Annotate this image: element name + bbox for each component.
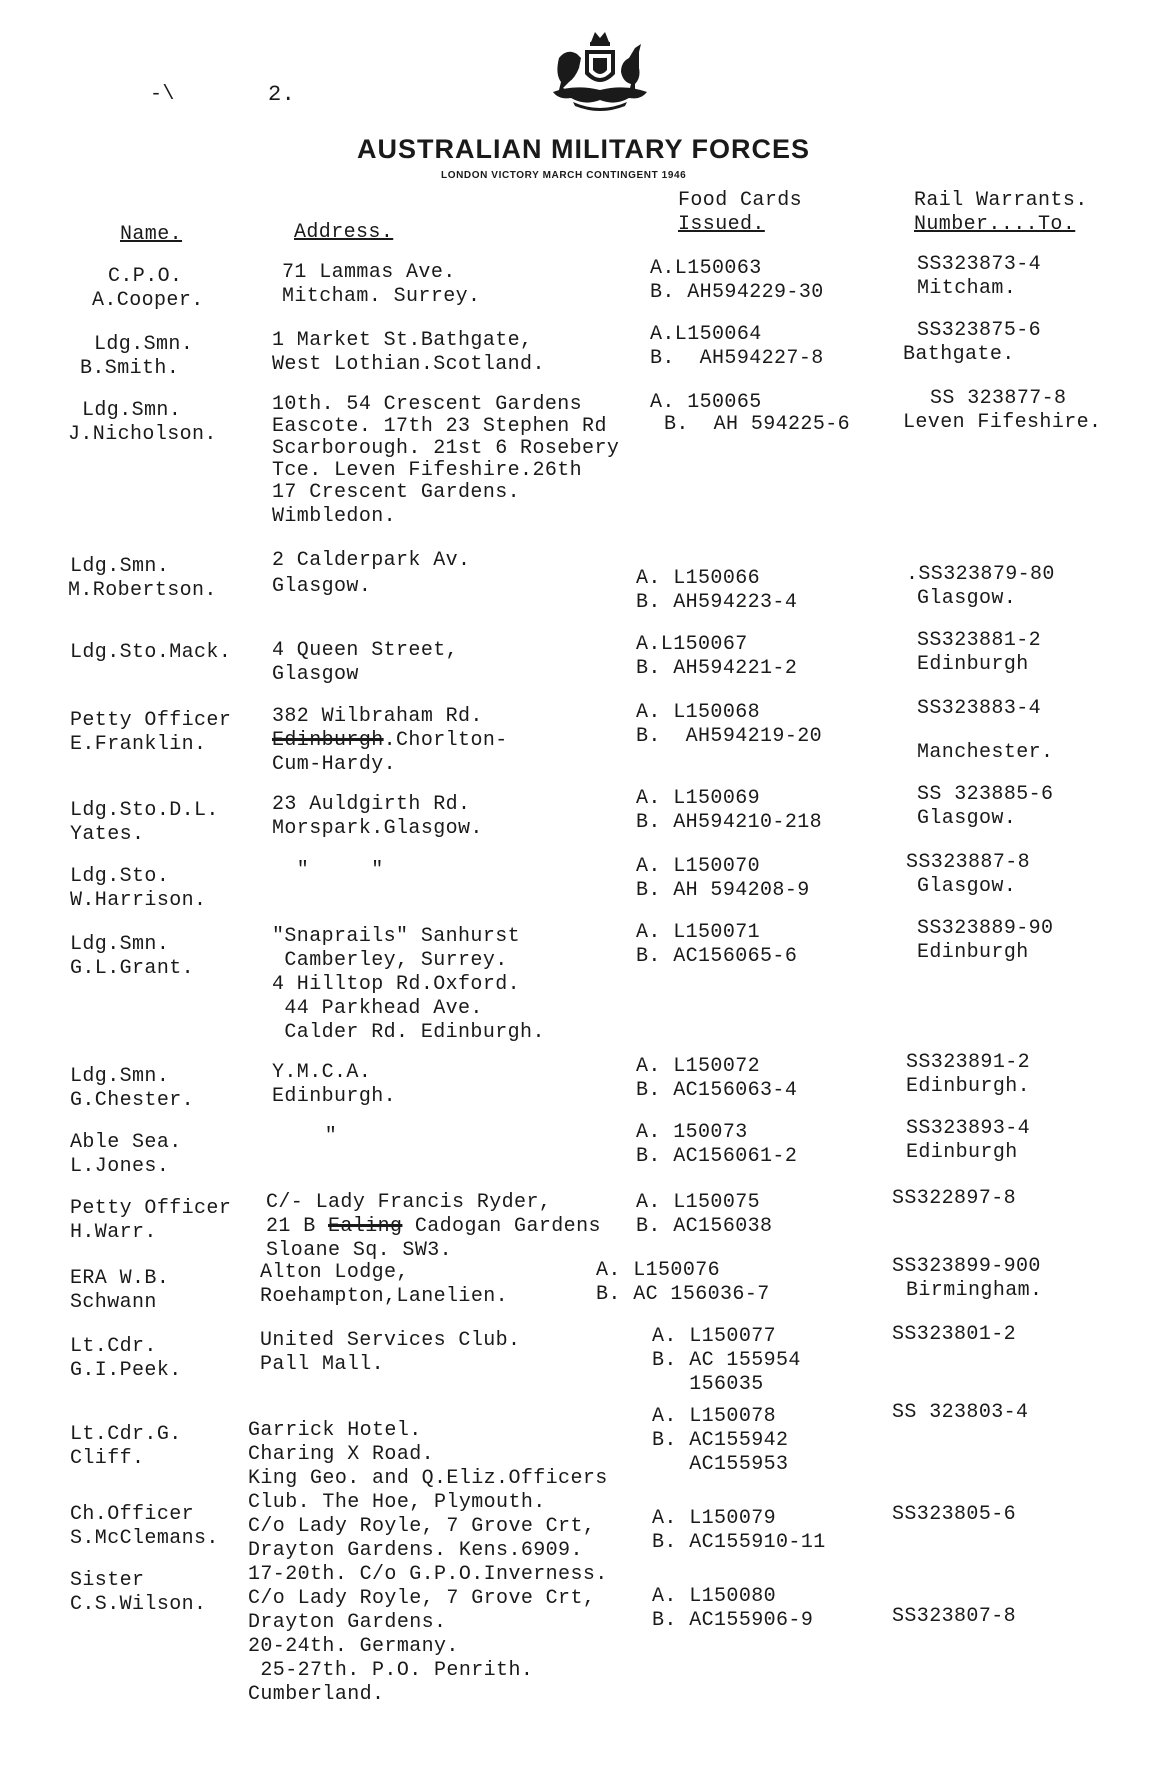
entry-address: 4 Hilltop Rd.Oxford. xyxy=(272,973,521,996)
entry-food-card: A. L150068 xyxy=(636,701,761,724)
document-subtitle: LONDON VICTORY MARCH CONTINGENT 1946 xyxy=(441,170,687,181)
entry-address: Club. The Hoe, Plymouth. xyxy=(248,1491,546,1514)
entry-rail-destination: Edinburgh xyxy=(917,653,1029,676)
entry-food-card: B. AC155910-11 xyxy=(652,1531,826,1554)
entry-address: 382 Wilbraham Rd. xyxy=(272,705,483,728)
entry-address: Pall Mall. xyxy=(260,1353,385,1376)
entry-address: Glasgow. xyxy=(272,575,372,598)
entry-name: W.Harrison. xyxy=(70,889,207,912)
entry-food-card: A.L150063 xyxy=(650,257,762,280)
entry-address: 17 Crescent Gardens. xyxy=(272,481,521,504)
entry-rail-warrant: SS323889-90 xyxy=(917,917,1054,940)
address-column-header: Address. xyxy=(294,221,394,244)
document-title: AUSTRALIAN MILITARY FORCES xyxy=(357,134,810,164)
entry-name: Ldg.Smn. xyxy=(94,333,194,356)
entry-food-card: A. L150079 xyxy=(652,1507,777,1530)
entry-address: Roehampton,Lanelien. xyxy=(260,1285,509,1308)
entry-food-card: A.L150067 xyxy=(636,633,748,656)
entry-food-card: A. L150076 xyxy=(596,1259,721,1282)
entry-rail-warrant: SS322897-8 xyxy=(892,1187,1017,1210)
entry-name: Cliff. xyxy=(70,1447,145,1470)
entry-name: Ldg.Smn. xyxy=(70,555,170,578)
page-number: 2. xyxy=(268,82,296,107)
entry-rail-destination: Glasgow. xyxy=(917,807,1017,830)
entry-address: 25-27th. P.O. Penrith. xyxy=(248,1659,534,1682)
entry-food-card: A. L150078 xyxy=(652,1405,777,1428)
entry-address: 71 Lammas Ave. xyxy=(282,261,456,284)
entry-address: "Snaprails" Sanhurst xyxy=(272,925,521,948)
entry-rail-destination: Glasgow. xyxy=(917,875,1017,898)
entry-food-card: B. AC155906-9 xyxy=(652,1609,814,1632)
entry-address: 20-24th. Germany. xyxy=(248,1635,459,1658)
entry-address: Charing X Road. xyxy=(248,1443,435,1466)
entry-rail-destination: Bathgate. xyxy=(903,343,1015,366)
entry-name: Ldg.Smn. xyxy=(70,1065,170,1088)
entry-rail-destination: Birmingham. xyxy=(906,1279,1043,1302)
entry-food-card: AC155953 xyxy=(652,1453,789,1476)
entry-food-card: B. AC156038 xyxy=(636,1215,773,1238)
entry-name: Schwann xyxy=(70,1291,157,1314)
entry-name: C.P.O. xyxy=(108,265,183,288)
entry-rail-destination: Manchester. xyxy=(917,741,1054,764)
entry-food-card: A. L150069 xyxy=(636,787,761,810)
struck-out-text: Edinburgh xyxy=(272,729,384,752)
entry-address: C/o Lady Royle, 7 Grove Crt, xyxy=(248,1587,596,1610)
entry-address: Y.M.C.A. xyxy=(272,1061,372,1084)
entry-name: Ldg.Smn. xyxy=(70,933,170,956)
entry-address: Calder Rd. Edinburgh. xyxy=(272,1021,545,1044)
entry-name: Sister xyxy=(70,1569,145,1592)
entry-food-card: B. AH594223-4 xyxy=(636,591,798,614)
entry-rail-destination: Mitcham. xyxy=(917,277,1017,300)
entry-food-card: B. AH594227-8 xyxy=(650,347,824,370)
entry-name: S.McClemans. xyxy=(70,1527,219,1550)
entry-food-card: B. AH 594208-9 xyxy=(636,879,810,902)
entry-address: 4 Queen Street, xyxy=(272,639,459,662)
entry-food-card: B. AC156065-6 xyxy=(636,945,798,968)
entry-rail-warrant: SS323801-2 xyxy=(892,1323,1017,1346)
entry-address: 17-20th. C/o G.P.O.Inverness. xyxy=(248,1563,608,1586)
entry-food-card: A.L150064 xyxy=(650,323,762,346)
entry-address: Garrick Hotel. xyxy=(248,1419,422,1442)
entry-name: Lt.Cdr. xyxy=(70,1335,157,1358)
entry-address: Sloane Sq. SW3. xyxy=(266,1239,453,1262)
entry-food-card: A. L150077 xyxy=(652,1325,777,1348)
entry-name: Yates. xyxy=(70,823,145,846)
entry-rail-warrant: SS 323885-6 xyxy=(917,783,1054,806)
entry-address: Edinburgh. xyxy=(272,1085,397,1108)
entry-address: " " xyxy=(272,859,384,882)
entry-rail-destination: Edinburgh xyxy=(917,941,1029,964)
entry-address: 10th. 54 Crescent Gardens xyxy=(272,393,583,416)
entry-rail-warrant: SS323883-4 xyxy=(917,697,1042,720)
entry-food-card: A. L150075 xyxy=(636,1191,761,1214)
entry-address: 2 Calderpark Av. xyxy=(272,549,471,572)
entry-address: 1 Market St.Bathgate, xyxy=(272,329,533,352)
entry-food-card: B. AH594210-218 xyxy=(636,811,823,834)
entry-address: West Lothian.Scotland. xyxy=(272,353,545,376)
entry-name: J.Nicholson. xyxy=(68,423,217,446)
entry-food-card: A. L150080 xyxy=(652,1585,777,1608)
entry-rail-warrant: SS323893-4 xyxy=(906,1117,1031,1140)
entry-rail-warrant: SS323887-8 xyxy=(906,851,1031,874)
entry-name: Petty Officer xyxy=(70,1197,232,1220)
entry-address: C/- Lady Francis Ryder, xyxy=(266,1191,552,1214)
entry-rail-warrant: SS323891-2 xyxy=(906,1051,1031,1074)
entry-rail-warrant: SS323807-8 xyxy=(892,1605,1017,1628)
entry-name: G.I.Peek. xyxy=(70,1359,182,1382)
entry-name: A.Cooper. xyxy=(92,289,204,312)
entry-food-card: A. L150071 xyxy=(636,921,761,944)
entry-rail-destination: Glasgow. xyxy=(917,587,1017,610)
name-column-header: Name. xyxy=(120,223,183,246)
entry-food-card: B. AH 594225-6 xyxy=(664,413,851,436)
entry-address: Camberley, Surrey. xyxy=(272,949,508,972)
entry-food-card: A. L150070 xyxy=(636,855,761,878)
entry-food-card: A. 150073 xyxy=(636,1121,748,1144)
entry-address: Drayton Gardens. xyxy=(248,1611,447,1634)
entry-food-card: 156035 xyxy=(652,1373,764,1396)
entry-address: United Services Club. xyxy=(260,1329,521,1352)
entry-rail-warrant: SS323873-4 xyxy=(917,253,1042,276)
entry-address: Glasgow xyxy=(272,663,359,686)
entry-address: Mitcham. Surrey. xyxy=(282,285,481,308)
entry-name: Ldg.Smn. xyxy=(82,399,182,422)
entry-name: G.L.Grant. xyxy=(70,957,195,980)
entry-address: Drayton Gardens. Kens.6909. xyxy=(248,1539,583,1562)
entry-food-card: B. AH594229-30 xyxy=(650,281,824,304)
entry-address: Morspark.Glasgow. xyxy=(272,817,483,840)
entry-name: Ch.Officer xyxy=(70,1503,195,1526)
entry-address: King Geo. and Q.Eliz.Officers xyxy=(248,1467,608,1490)
entry-address: Eascote. 17th 23 Stephen Rd xyxy=(272,415,607,438)
entry-name: Petty Officer xyxy=(70,709,232,732)
entry-food-card: B. AC156063-4 xyxy=(636,1079,798,1102)
coat-of-arms-icon xyxy=(545,28,655,113)
entry-address: Cumberland. xyxy=(248,1683,385,1706)
entry-food-card: B. AC 155954 xyxy=(652,1349,801,1372)
entry-name: Ldg.Sto.D.L. xyxy=(70,799,219,822)
entry-name: ERA W.B. xyxy=(70,1267,170,1290)
entry-rail-destination: Leven Fifeshire. xyxy=(903,411,1102,434)
entry-address: C/o Lady Royle, 7 Grove Crt, xyxy=(248,1515,596,1538)
entry-address: Scarborough. 21st 6 Rosebery xyxy=(272,437,620,460)
entry-food-card: B. AH594221-2 xyxy=(636,657,798,680)
entry-rail-warrant: SS323881-2 xyxy=(917,629,1042,652)
entry-name: Ldg.Sto.Mack. xyxy=(70,641,232,664)
food-cards-header: Food Cards xyxy=(678,189,803,212)
entry-rail-warrant: SS 323803-4 xyxy=(892,1401,1029,1424)
entry-name: G.Chester. xyxy=(70,1089,195,1112)
entry-address: 21 B Ealing Cadogan Gardens xyxy=(266,1215,601,1238)
struck-out-text: Ealing xyxy=(328,1215,403,1238)
entry-address: " xyxy=(300,1125,338,1148)
entry-rail-warrant: SS323805-6 xyxy=(892,1503,1017,1526)
entry-rail-warrant: .SS323879-80 xyxy=(906,563,1055,586)
entry-rail-warrant: SS 323877-8 xyxy=(930,387,1067,410)
entry-name: H.Warr. xyxy=(70,1221,157,1244)
entry-name: B.Smith. xyxy=(80,357,180,380)
entry-rail-destination: Edinburgh. xyxy=(906,1075,1031,1098)
rail-number-to-header: Number....To. xyxy=(914,213,1076,236)
entry-name: L.Jones. xyxy=(70,1155,170,1178)
entry-rail-warrant: SS323875-6 xyxy=(917,319,1042,342)
corner-mark: -\ xyxy=(150,83,175,106)
entry-food-card: B. AC156061-2 xyxy=(636,1145,798,1168)
entry-food-card: B. AC 156036-7 xyxy=(596,1283,770,1306)
entry-name: E.Franklin. xyxy=(70,733,207,756)
entry-name: Lt.Cdr.G. xyxy=(70,1423,182,1446)
entry-food-card: A. L150072 xyxy=(636,1055,761,1078)
entry-food-card: B. AH594219-20 xyxy=(636,725,823,748)
entry-rail-destination: Edinburgh xyxy=(906,1141,1018,1164)
entry-name: C.S.Wilson. xyxy=(70,1593,207,1616)
entry-food-card: A. 150065 xyxy=(650,391,762,414)
entry-food-card: B. AC155942 xyxy=(652,1429,789,1452)
entry-address: 44 Parkhead Ave. xyxy=(272,997,483,1020)
entry-address: Tce. Leven Fifeshire.26th xyxy=(272,459,583,482)
rail-warrants-header: Rail Warrants. xyxy=(914,189,1088,212)
entry-food-card: A. L150066 xyxy=(636,567,761,590)
entry-address: Cum-Hardy. xyxy=(272,753,397,776)
food-issued-header: Issued. xyxy=(678,213,765,236)
entry-name: Ldg.Sto. xyxy=(70,865,170,888)
entry-name: M.Robertson. xyxy=(68,579,217,602)
entry-rail-warrant: SS323899-900 xyxy=(892,1255,1041,1278)
entry-address: 23 Auldgirth Rd. xyxy=(272,793,471,816)
entry-name: Able Sea. xyxy=(70,1131,182,1154)
entry-address: Alton Lodge, xyxy=(260,1261,409,1284)
entry-address: Wimbledon. xyxy=(272,505,397,528)
entry-address: Edinburgh.Chorlton- xyxy=(272,729,508,752)
